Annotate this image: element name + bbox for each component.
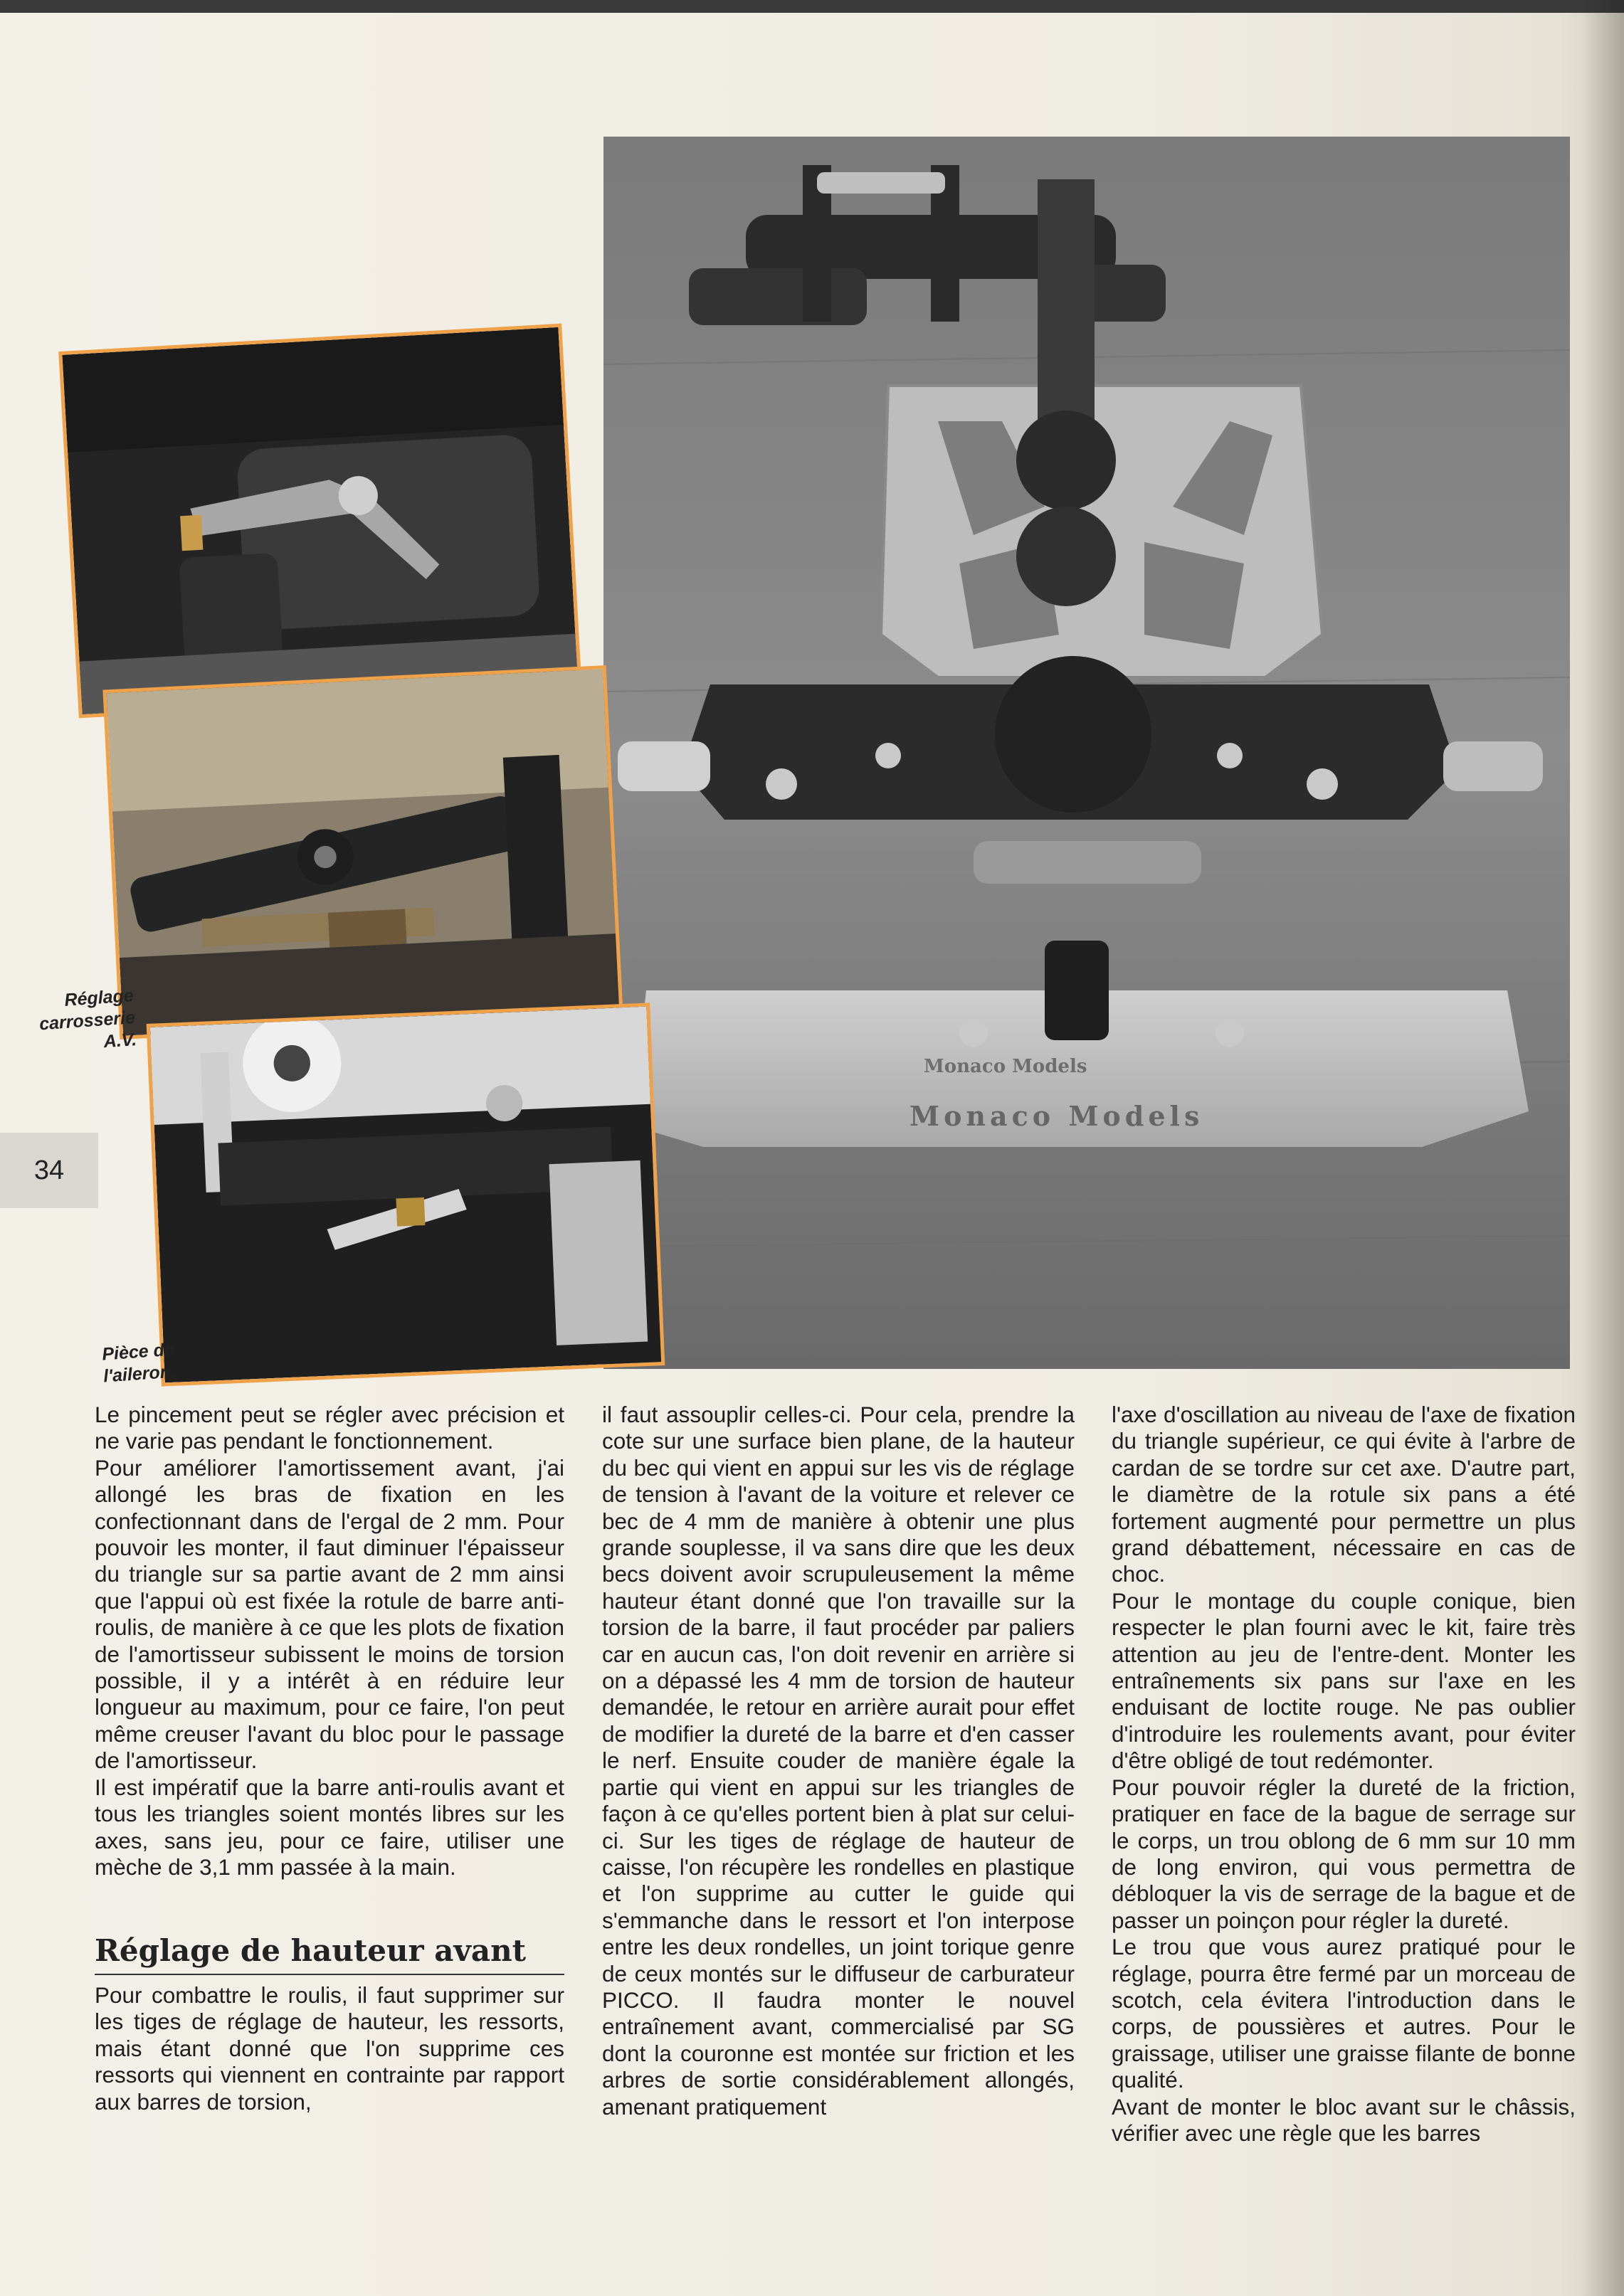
detail-photo-1-illustration — [62, 327, 578, 714]
scan-top-edge — [0, 0, 1624, 13]
chassis-photo — [603, 137, 1570, 1369]
page-number: 34 — [0, 1133, 98, 1208]
paragraph: Le trou que vous aurez pratiqué pour le réglage, pourra être fermé par un morceau de scotch, cela évitera l'introduction dans le corps, de poussières et autres. Pour le graissage, utiliser une graisse filante de bonne qualité. — [1112, 1934, 1576, 2093]
caption-piece-aileron: Pièce de l'aileron. — [101, 1339, 176, 1387]
article-column-3 — [1112, 1402, 1576, 2147]
paragraph: Avant de monter le bloc avant sur le châssis, vérifier avec une règle que les barres — [1112, 2093, 1576, 2146]
detail-photo-3 — [147, 1002, 665, 1386]
article-column-1 — [95, 1402, 564, 1880]
chassis-illustration — [603, 137, 1570, 1369]
paragraph: Pour le montage du couple conique, bien respecter le plan fourni avec le kit, faire très attention au jeu de l'entre-dent. Monter les entraînements six pans sur l'axe en les enduisant de loctite rouge. Ne pas oublier d'introduire les roulements avant, pour éviter d'être obligé de tout redémonter. — [1112, 1587, 1576, 1774]
detail-photo-1 — [58, 324, 582, 719]
detail-photo-2-illustration — [107, 669, 620, 1036]
article-column-2 — [602, 1402, 1075, 2120]
caption-reglage-carrosserie: Réglage carrosserie A.V. — [38, 985, 137, 1052]
paragraph: Il est impératif que la barre anti-roulis avant et tous les triangles soient montés libres sur les axes, sans jeu, pour ce faire, utiliser une mèche de 3,1 mm passée à la main. — [95, 1774, 564, 1880]
detail-photo-3-illustration — [150, 1007, 661, 1383]
article-column-1-continued — [95, 1982, 564, 2115]
paragraph: Pour améliorer l'amortissement avant, j'ai allongé les bras de fixation en les confectionnant dans de l'ergal de 2 mm. Pour pouvoir les monter, il faut diminuer l'épaisseur du triangle sur sa partie avant de 2 mm ainsi que l'appui où est fixée la rotule de barre anti-roulis, de manière à ce que les plots de fixation de l'amortisseur subissent le moins de torsion possible, il y a intérêt à en réduire leur longueur au maximum, pour ce faire, l'on peut même creuser l'avant du bloc pour le passage de l'amortisseur. — [95, 1454, 564, 1774]
paragraph: Le pincement peut se régler avec précision et ne varie pas pendant le fonctionnement. — [95, 1402, 564, 1454]
section-heading: Réglage de hauteur avant — [95, 1932, 564, 1975]
detail-photo-2 — [102, 665, 623, 1039]
paragraph: Pour combattre le roulis, il faut supprimer sur les tiges de réglage de hauteur, les ressorts, mais étant donné que l'on supprime ces ressorts qui viennent en contrainte par rapport aux barres de torsion, — [95, 1982, 564, 2115]
plate-logo-small: Monaco Models — [924, 1056, 1087, 1077]
plate-logo-large: Monaco Models — [909, 1100, 1204, 1132]
paragraph: l'axe d'oscillation au niveau de l'axe de fixation du triangle supérieur, ce qui évite à l'arbre de cardan de se tordre sur cet axe. D'autre part, le diamètre de la rotule six pans a été fortement augmenté pour permettre un plus grand débattement, nécessaire en cas de choc. — [1112, 1402, 1576, 1587]
page-gutter-shadow — [1581, 0, 1624, 2296]
paragraph: il faut assouplir celles-ci. Pour cela, prendre la cote sur une surface bien plane, de la hauteur du bec qui vient en appui sur les vis de réglage de tension à l'avant de la voiture et relever ce bec de 4 mm de manière à obtenir une plus grande souplesse, il va sans dire que les deux becs doivent avoir scrupuleusement la même hauteur étant donné que l'on travaille sur la torsion de la barre, il faut procéder par paliers car en aucun cas, l'on doit revenir en arrière si on a dépassé les 4 mm de torsion de hauteur demandée, le retour en arrière aurait pour effet de modifier la dureté de la barre et d'en casser le nerf. Ensuite couder de manière égale la partie qui vient en appui sur les triangles de façon à ce qu'elles portent bien à plat sur celui-ci. Sur les tiges de réglage de hauteur de caisse, l'on récupère les rondelles en plastique et l'on supprime au cutter le guide qui s'emmanche dans le ressort et l'on interpose entre les deux rondelles, un joint torique genre de ceux montés sur le diffuseur de carburateur PICCO. Il faudra monter le nouvel entraînement avant, commercialisé par SG dont la couronne est montée sur friction et les arbres de sortie considérablement allongés, amenant pratiquement — [602, 1402, 1075, 2120]
paragraph: Pour pouvoir régler la dureté de la friction, pratiquer en face de la bague de serrage sur le corps, un trou oblong de 6 mm sur 10 mm de long environ, qui vous permettra de débloquer la vis de serrage de la bague et de passer un poinçon pour régler la dureté. — [1112, 1774, 1576, 1933]
